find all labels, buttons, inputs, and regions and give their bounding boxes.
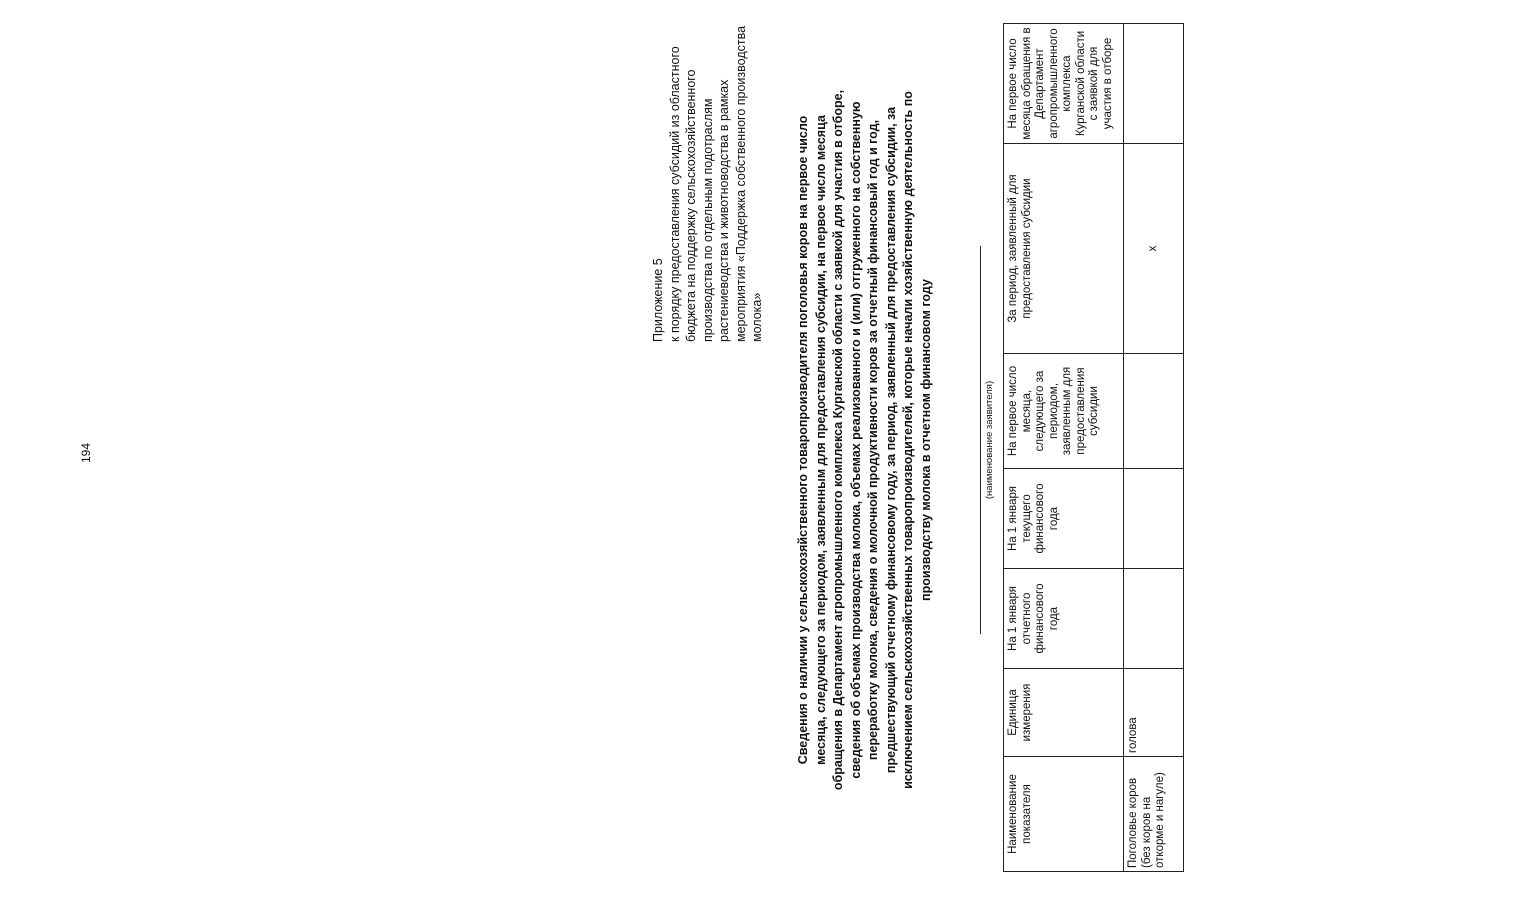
title-line: исключением сельскохозяйственных товаропроизводителей, которые начали хозяйственную деятельность по	[901, 91, 915, 789]
title-line: предшествующий отчетному финансовому году, за период, заявленный для предоставления субсидии, за	[883, 106, 898, 774]
table-cell	[1124, 24, 1184, 144]
data-table	[1003, 23, 1184, 872]
page-number: 194	[79, 442, 93, 464]
table-header-row	[1004, 24, 1124, 872]
title-line: обращения в Департамент агропромышленного комплекса Курганской области с заявкой для участия в отборе,	[831, 89, 845, 791]
table-row	[1124, 24, 1184, 872]
appendix-line: мероприятия «Поддержка собственного производства	[733, 25, 748, 342]
appendix-line: бюджета на поддержку сельскохозяйственного	[684, 69, 698, 342]
title-line: Сведения о наличии у сельскохозяйственного товаропроизводителя поголовья коров на первое число	[796, 115, 810, 765]
header-cell: За период, заявленный для предоставления субсидии	[1004, 144, 1124, 354]
rotated-page	[640, 0, 1180, 880]
header-cell: На 1 января текущего финансового года	[1004, 469, 1124, 569]
table-cell	[1124, 569, 1184, 669]
header-cell: На 1 января отчетного финансового года	[1004, 569, 1124, 669]
header-cell: Наименование показателя	[1004, 757, 1124, 872]
appendix-line: Приложение 5	[651, 258, 665, 342]
appendix-block	[650, 27, 766, 342]
appendix-line: производства по отдельным подотраслям	[700, 98, 715, 342]
header-cell: На первое число месяца обращения в Департамент агропромышленного комплекса Курганской области с заявкой для участия в отборе	[1004, 24, 1124, 144]
table-cell	[1124, 469, 1184, 569]
title-line: сведения об объемах производства молока, объемах реализованного и (или) отгруженного на собственную	[848, 101, 863, 779]
document-title	[795, 10, 935, 870]
appendix-line: молока»	[750, 292, 764, 342]
applicant-caption: (наименование заявителя)	[984, 380, 995, 500]
title-line: месяца, следующего за периодом, заявленным для предоставления субсидии, на первое число месяца	[813, 115, 828, 765]
applicant-name-line	[980, 246, 981, 634]
table-cell: Поголовье коров (без коров на откорме и нагуле)	[1124, 757, 1184, 872]
header-cell: На первое число месяца, следующего за периодом, заявленным для предоставления субсидии	[1004, 354, 1124, 469]
title-line: переработку молока, сведения о молочной продуктивности коров за отчетный финансовый год и год,	[866, 119, 880, 761]
table-cell: x	[1124, 144, 1184, 354]
appendix-line: растениеводства и животноводства в рамках	[717, 79, 731, 342]
table-cell: голова	[1124, 669, 1184, 757]
title-line: производству молока в отчетном финансовом году	[918, 279, 933, 601]
rotated-content	[640, 0, 1520, 868]
table-cell	[1124, 354, 1184, 469]
header-cell: Единица измерения	[1004, 669, 1124, 757]
appendix-line: к порядку предоставления субсидий из областного	[667, 46, 682, 342]
